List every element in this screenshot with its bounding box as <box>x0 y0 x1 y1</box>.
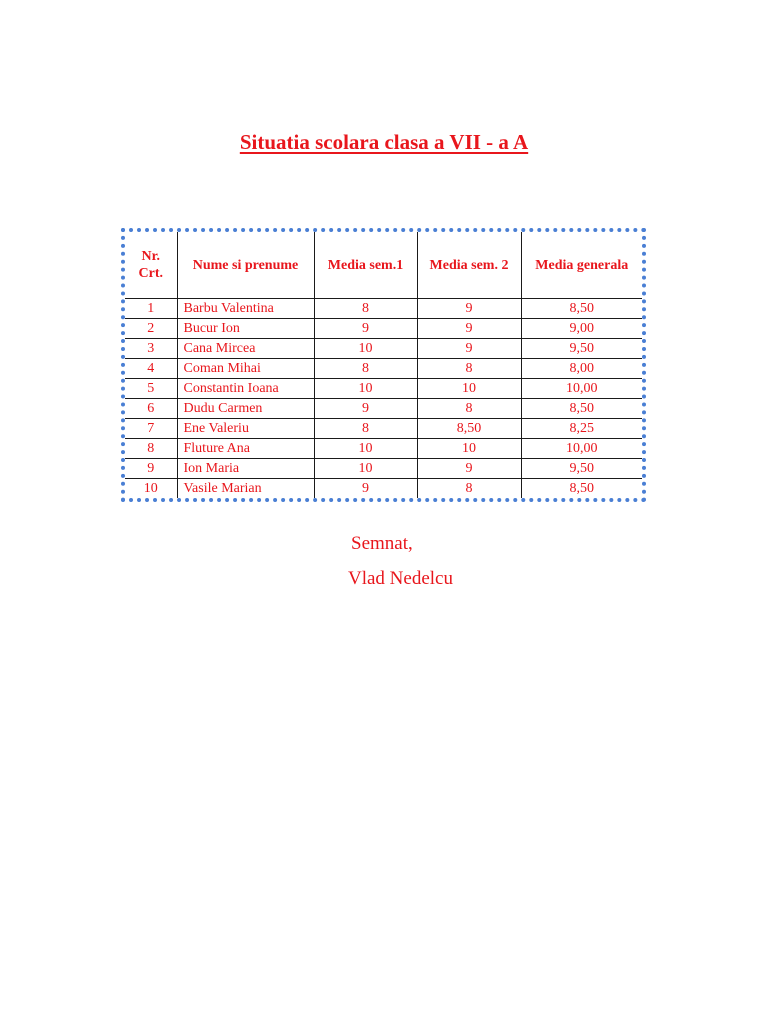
cell-sem1: 8 <box>314 359 417 379</box>
cell-general: 10,00 <box>521 379 642 399</box>
cell-name: Barbu Valentina <box>177 299 314 319</box>
cell-general: 8,50 <box>521 299 642 319</box>
cell-name: Dudu Carmen <box>177 399 314 419</box>
cell-sem2: 8 <box>417 479 521 499</box>
table-row <box>125 479 642 499</box>
cell-name: Cana Mircea <box>177 339 314 359</box>
table-row <box>125 439 642 459</box>
header-sem1: Media sem.1 <box>314 232 417 299</box>
cell-sem1: 9 <box>314 399 417 419</box>
cell-nr: 10 <box>125 479 177 499</box>
cell-name: Bucur Ion <box>177 319 314 339</box>
cell-name: Fluture Ana <box>177 439 314 459</box>
cell-nr: 8 <box>125 439 177 459</box>
cell-name: Vasile Marian <box>177 479 314 499</box>
cell-name: Ion Maria <box>177 459 314 479</box>
cell-general: 10,00 <box>521 439 642 459</box>
cell-nr: 1 <box>125 299 177 319</box>
cell-sem2: 9 <box>417 299 521 319</box>
header-general: Media generala <box>521 232 642 299</box>
cell-sem1: 10 <box>314 439 417 459</box>
table-row <box>125 399 642 419</box>
cell-nr: 7 <box>125 419 177 439</box>
table-row <box>125 319 642 339</box>
cell-sem1: 8 <box>314 299 417 319</box>
cell-sem2: 9 <box>417 459 521 479</box>
table-row <box>125 459 642 479</box>
header-nr-crt: Nr. Crt. <box>125 232 177 299</box>
cell-general: 8,50 <box>521 479 642 499</box>
cell-sem2: 8 <box>417 359 521 379</box>
table-header-row <box>125 232 642 299</box>
cell-sem1: 10 <box>314 379 417 399</box>
cell-name: Coman Mihai <box>177 359 314 379</box>
cell-sem2: 9 <box>417 339 521 359</box>
table-row <box>125 419 642 439</box>
cell-sem2: 9 <box>417 319 521 339</box>
signature-label: Semnat, <box>351 533 413 554</box>
cell-nr: 2 <box>125 319 177 339</box>
table-body <box>125 299 642 499</box>
grades-table-frame <box>121 228 646 502</box>
cell-sem1: 10 <box>314 339 417 359</box>
cell-sem2: 10 <box>417 439 521 459</box>
cell-sem2: 10 <box>417 379 521 399</box>
cell-general: 8,25 <box>521 419 642 439</box>
cell-sem2: 8 <box>417 399 521 419</box>
cell-general: 8,50 <box>521 399 642 419</box>
page-title: Situatia scolara clasa a VII - a A <box>239 130 529 154</box>
header-sem2: Media sem. 2 <box>417 232 521 299</box>
cell-nr: 3 <box>125 339 177 359</box>
cell-nr: 6 <box>125 399 177 419</box>
table-row <box>125 379 642 399</box>
table-row <box>125 359 642 379</box>
cell-name: Ene Valeriu <box>177 419 314 439</box>
cell-name: Constantin Ioana <box>177 379 314 399</box>
cell-general: 9,00 <box>521 319 642 339</box>
cell-nr: 4 <box>125 359 177 379</box>
cell-nr: 9 <box>125 459 177 479</box>
cell-general: 8,00 <box>521 359 642 379</box>
table-row <box>125 299 642 319</box>
signature-name: Vlad Nedelcu <box>348 568 453 589</box>
cell-sem1: 9 <box>314 319 417 339</box>
cell-sem2: 8,50 <box>417 419 521 439</box>
cell-general: 9,50 <box>521 339 642 359</box>
header-name: Nume si prenume <box>177 232 314 299</box>
table-row <box>125 339 642 359</box>
cell-sem1: 9 <box>314 479 417 499</box>
cell-nr: 5 <box>125 379 177 399</box>
cell-general: 9,50 <box>521 459 642 479</box>
cell-sem1: 10 <box>314 459 417 479</box>
cell-sem1: 8 <box>314 419 417 439</box>
grades-table <box>125 232 642 498</box>
